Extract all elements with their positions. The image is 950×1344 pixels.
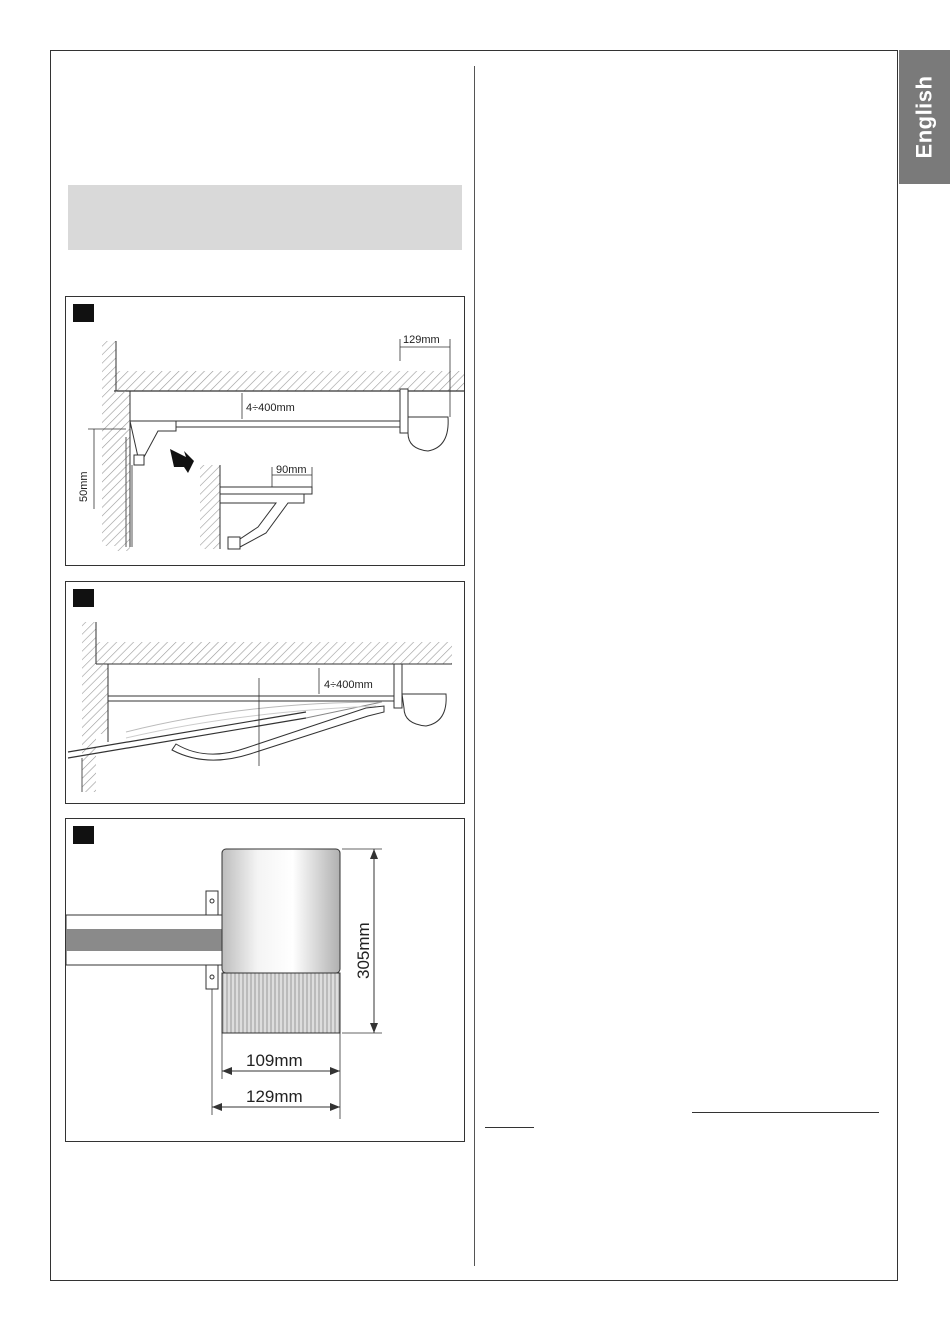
gray-banner <box>68 185 462 250</box>
underline-fragment <box>692 1112 879 1113</box>
dim-109mm: 109mm <box>246 1051 303 1070</box>
detail-arrow <box>170 449 194 473</box>
dim-129mm: 129mm <box>246 1087 303 1106</box>
dim-gap: 4÷400mm <box>246 402 295 414</box>
figure-1 <box>65 296 465 566</box>
dim-gap: 4÷400mm <box>324 679 373 691</box>
language-tab[interactable] <box>899 50 950 184</box>
underline-fragment <box>485 1127 534 1128</box>
dim-90mm: 90mm <box>276 464 307 476</box>
figure-3 <box>65 818 465 1142</box>
ceiling <box>114 371 465 391</box>
dim-50mm: 50mm <box>78 471 90 502</box>
dim-129mm: 129mm <box>403 334 440 346</box>
figure-2-drawing <box>66 582 465 804</box>
figure-2 <box>65 581 465 804</box>
language-tab-label: English <box>911 75 937 159</box>
figure-1-drawing <box>66 297 465 566</box>
column-divider <box>474 66 475 1266</box>
wall <box>102 341 116 546</box>
figure-3-drawing <box>66 819 465 1142</box>
dim-305mm: 305mm <box>354 922 373 979</box>
